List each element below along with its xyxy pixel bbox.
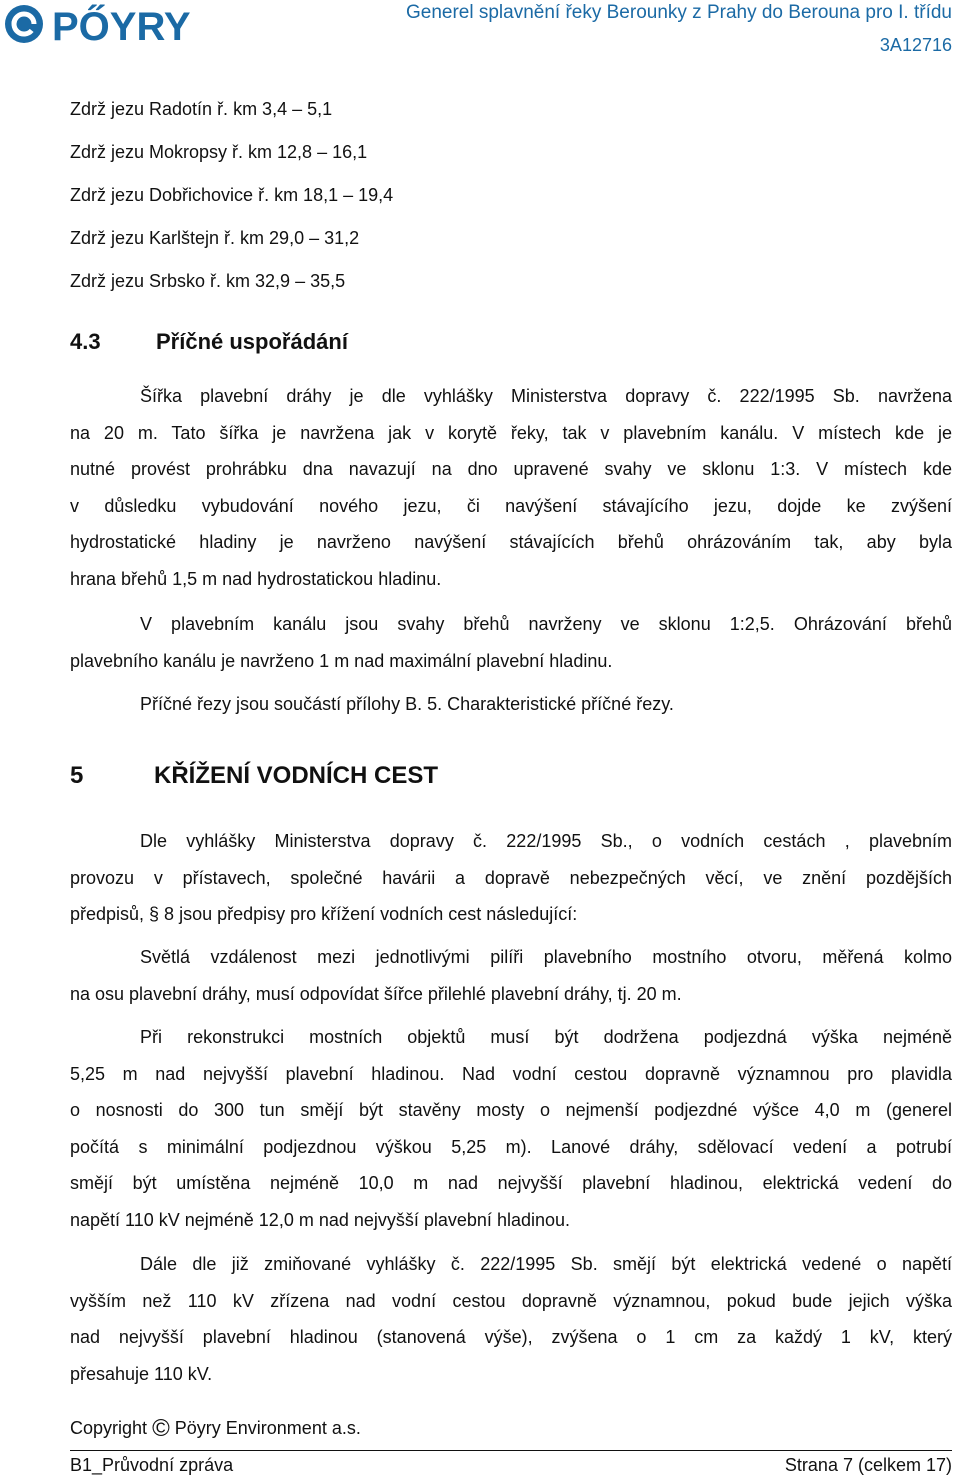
paragraph-line: Dle vyhlášky Ministerstva dopravy č. 222/1995 Sb., o vodních cestách , plavebním <box>140 831 952 851</box>
paragraph-line: Šířka plavební dráhy je dle vyhlášky Ministerstva dopravy č. 222/1995 Sb. navržena <box>140 386 952 406</box>
paragraph-line: nutné provést prohrábku dna navazují na dno upravené svahy ve sklonu 1:3. V místech kde <box>70 459 952 479</box>
paragraph <box>70 1019 952 1238</box>
section-heading-5 <box>70 762 439 790</box>
paragraph-line: napětí 110 kV nejméně 12,0 m nad nejvyšší plavební hladinou. <box>70 1209 571 1230</box>
paragraph-line: vyšším než 110 kV zřízena nad vodní cestou dopravně významnou, pokud bude jejich výška <box>70 1290 952 1311</box>
paragraph <box>70 378 952 597</box>
section-title: KŘÍŽENÍ VODNÍCH CEST <box>154 762 439 789</box>
paragraph-line: na 20 m. Tato šířka je navržena jak v korytě řeky, tak v plavebním kanálu. V místech kde je <box>70 422 952 443</box>
footer-divider <box>70 1450 952 1451</box>
paragraph-line: nad nejvyšší plavební hladinou (stanovená výše), zvýšena o 1 cm za každý 1 kV, který <box>70 1327 952 1347</box>
paragraph-line: přesahuje 110 kV. <box>70 1363 213 1384</box>
paragraph-line: smějí být umístěna nejméně 10,0 m nad nejvyšší plavební hladinou, elektrická vedení do <box>70 1173 952 1193</box>
paragraph <box>70 823 952 933</box>
paragraph-line: Světlá vzdálenost mezi jednotlivými pilíři plavebního mostního otvoru, měřená kolmo <box>140 947 952 967</box>
list-item: Zdrž jezu Radotín ř. km 3,4 – 5,1 <box>70 99 333 119</box>
copyright-notice <box>70 1415 361 1442</box>
section-number: 4.3 <box>70 329 101 354</box>
document-title: Generel splavnění řeky Berounky z Prahy do Berouna pro I. třídu <box>405 2 952 23</box>
list-item: Zdrž jezu Karlštejn ř. km 29,0 – 31,2 <box>70 228 360 248</box>
paragraph-line: Dále dle již zmiňované vyhlášky č. 222/1995 Sb. smějí být elektrická vedené o napětí <box>140 1254 952 1274</box>
section-title: Příčné uspořádání <box>156 329 348 354</box>
paragraph-line: o nosnosti do 300 tun smějí být stavěny mosty o nejmenší podjezdné výšce 4,0 m (generel <box>70 1100 952 1120</box>
company-name: Pöyry Environment a.s. <box>174 1418 361 1438</box>
paragraph-line: V plavebním kanálu jsou svahy břehů navrženy ve sklonu 1:2,5. Ohrázování břehů <box>140 614 952 634</box>
document-name: B1_Průvodní zpráva <box>70 1455 234 1475</box>
list-item: Zdrž jezu Dobřichovice ř. km 18,1 – 19,4 <box>70 185 394 205</box>
paragraph <box>70 939 952 1012</box>
section-heading-4-3 <box>70 329 348 355</box>
paragraph-line: 5,25 m nad nejvyšší plavební hladinou. Nad vodní cestou dopravně významnou pro plavidla <box>70 1063 952 1084</box>
paragraph-line: na osu plavební dráhy, musí odpovídat šířce přilehlé plavební dráhy, tj. 20 m. <box>70 983 682 1004</box>
logo-text: PŐYRY <box>52 5 191 46</box>
copyright-icon: © <box>152 1415 170 1442</box>
paragraph-line: hrana břehů 1,5 m nad hydrostatickou hladinu. <box>70 568 442 589</box>
paragraph-line: předpisů, § 8 jsou předpisy pro křížení vodních cest následující: <box>70 904 578 924</box>
poyry-logo <box>2 2 264 46</box>
paragraph-line: hydrostatické hladiny je navrženo navýšení stávajících břehů ohrázováním tak, aby byla <box>70 532 952 552</box>
paragraph-line: počítá s minimální podjezdnou výškou 5,25 m). Lanové dráhy, sdělovací vedení a potrubí <box>70 1136 952 1157</box>
document-code: 3A12716 <box>879 35 952 55</box>
paragraph-line: provozu v přístavech, společné havárii a dopravě nebezpečných věcí, ve znění pozdějších <box>70 867 952 888</box>
page-number: Strana 7 (celkem 17) <box>784 1455 952 1475</box>
paragraph-line: plavebního kanálu je navrženo 1 m nad maximální plavební hladinu. <box>70 650 613 671</box>
list-item: Zdrž jezu Srbsko ř. km 32,9 – 35,5 <box>70 271 346 291</box>
paragraph-line: Při rekonstrukci mostních objektů musí být dodržena podjezdná výška nejméně <box>140 1027 952 1047</box>
paragraph-line: v důsledku vybudování nového jezu, či navýšení stávajícího jezu, dojde ke zvýšení <box>70 495 952 516</box>
section-number: 5 <box>70 762 84 789</box>
list-item: Zdrž jezu Mokropsy ř. km 12,8 – 16,1 <box>70 142 368 162</box>
paragraph <box>70 1246 952 1392</box>
paragraph <box>70 606 952 679</box>
paragraph: Příčné řezy jsou součástí přílohy B. 5. Charakteristické příčné řezy. <box>140 694 674 714</box>
copyright-label: Copyright <box>70 1418 148 1438</box>
